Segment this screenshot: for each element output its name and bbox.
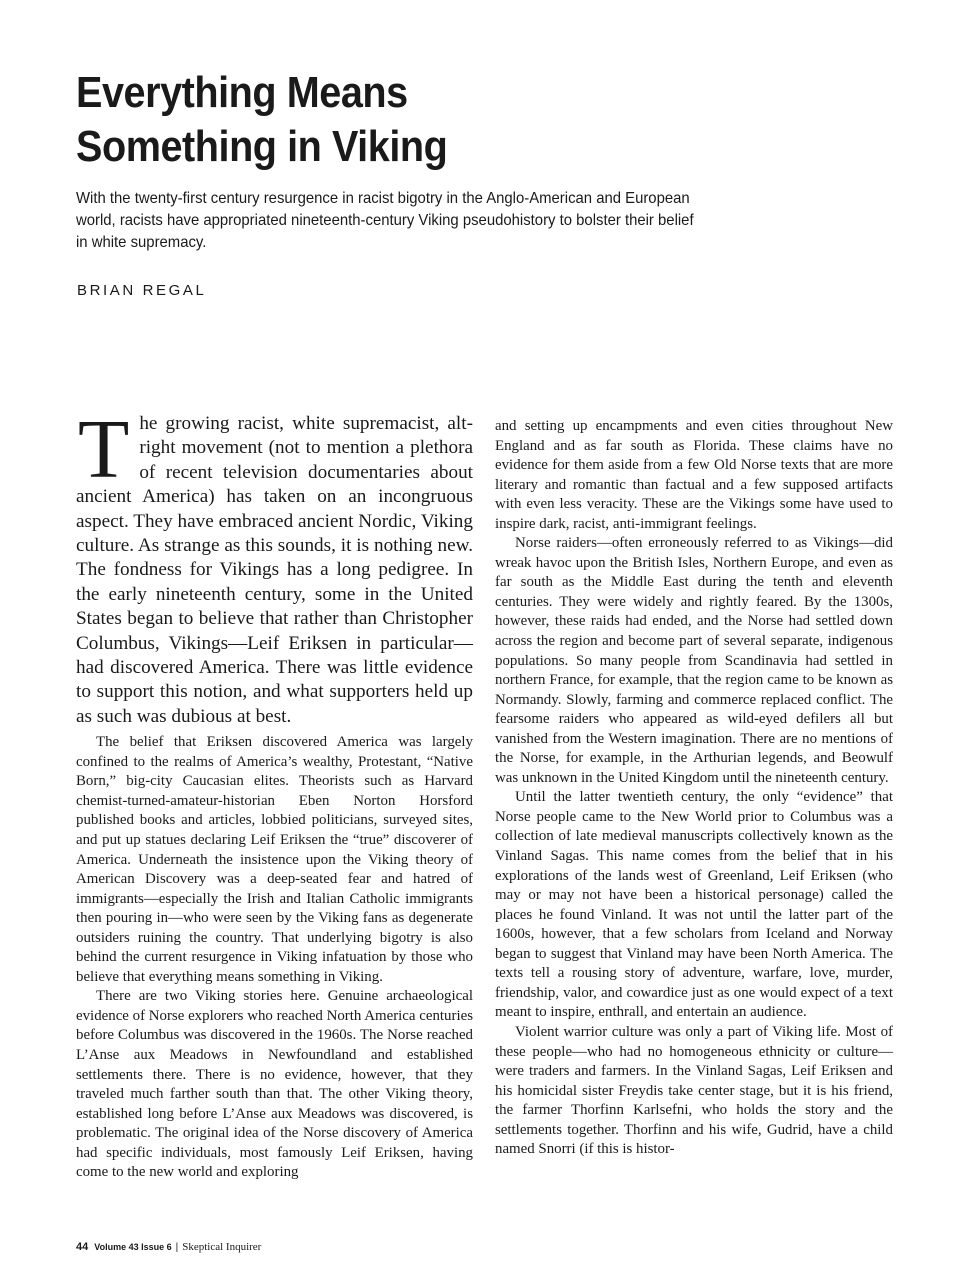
article-title-line-1: Everything Means — [76, 68, 408, 117]
lede-paragraph — [76, 403, 473, 729]
body-paragraph: Violent warrior culture was only a part of Viking life. Most of these people—who had no homogeneous ethnicity or culture—were traders and farmers. In the Vinland Sagas, Leif Eriksen and his homicidal sister Freydis take center stage, but it is his friend, the farmer Thorfinn Karlsefni, who holds the story and the settlements together. Thorfinn and his wife, Gudrid, have a child named Snorri (if this is histor- — [495, 1023, 893, 1158]
footer-separator: | — [175, 1242, 179, 1253]
article-title-line-2: Something in Viking — [76, 122, 448, 171]
author-byline: BRIAN REGAL — [77, 282, 207, 299]
article-dek: With the twenty-first century resurgence in racist bigotry in the Anglo-American and European world, racists have appropriated nineteenth-century Viking pseudohistory to bolster their belief in white supremacy. — [76, 190, 694, 251]
article-title — [76, 66, 706, 174]
body-column-left — [76, 403, 473, 1183]
body-column-right — [495, 417, 893, 1160]
issue-label: Volume 43 Issue 6 — [94, 1242, 172, 1252]
body-paragraph: Norse raiders—often erroneously referred to as Vikings—did wreak havoc upon the British Isles, Northern Europe, and even as far south as the Middle East during the tenth and eleventh centuries. They were widely and rightly feared. By the 1300s, however, these raids had ended, and the Norse had settled down across the region and become part of several separate, indigenous populations. So many people from Scandinavia had settled in northern France, for example, that the region came to be known as Normandy. Slowly, farming and commerce replaced conflict. The fearsome raiders who appeared as wild-eyed defilers all but vanished from the Western imagination. There are no mentions of the Norse, for example, in the Arthurian legends, and Beowulf was unknown in the United Kingdom until the nineteenth century. — [495, 535, 893, 786]
lede-text: he growing racist, white supremacist, alt-right movement (not to mention a plethora of recent television documentaries about ancient America) has taken on an incongruous aspect. They have embraced ancient Nordic, Viking culture. As strange as this sounds, it is nothing new. The fondness for Vikings has a long pedigree. In the early nineteenth century, some in the United States began to believe that rather than Christopher Columbus, Vikings—Leif Eriksen in particular—had discovered America. There was little evidence to support this notion, and what supporters held up as such was dubious at best. — [76, 413, 473, 727]
page-footer — [76, 1241, 261, 1253]
drop-cap: T — [78, 403, 130, 496]
body-paragraph: There are two Viking stories here. Genuine archaeological evidence of Norse explorers who reached North America centuries before Columbus was discovered in the 1960s. The Norse reached L’Anse aux Meadows in Newfoundland and established settlements there. There is no evidence, however, that they traveled much farther south than that. The other Viking theory, established long before L’Anse aux Meadows was discovered, is problematic. The original idea of the Norse discovery of America had specific individuals, most famously Leif Eriksen, having come to the new world and exploring — [76, 988, 473, 1181]
body-paragraph: The belief that Eriksen discovered America was largely confined to the realms of America’s wealthy, Protestant, “Native Born,” big-city Caucasian elites. Theorists such as Harvard chemist-turned-amateur-historian Eben Norton Horsford published books and articles, lobbied politicians, surveyed sites, and put up statues declaring Leif Eriksen the “true” discoverer of America. Underneath the insistence upon the Viking theory of American Discovery was a deep-seated fear and hatred of immigrants—especially the Irish and Italian Catholic immigrants then pouring in—who were seen by the Viking fans as degenerate outsiders ruining the country. That underlying bigotry is also behind the current resurgence in Viking infatuation by those who believe that everything means something in Viking. — [76, 734, 473, 985]
body-paragraph: and setting up encampments and even cities throughout New England and as far south as Florida. These claims have no evidence for them aside from a few Old Norse texts that are more literary and romantic than factual and a few supposed artifacts with even less veracity. These are the Vikings some have used to inspire dark, racist, anti-immigrant feelings. — [495, 418, 893, 532]
body-paragraph: Until the latter twentieth century, the only “evidence” that Norse people came to the New World prior to Columbus was a collection of late medieval manuscripts collectively known as the Vinland Sagas. This name comes from the belief that in his explorations of the lands west of Greenland, Leif Eriksen (who may or may not have been a historical personage) called the places he found Vinland. It was not until the latter part of the 1600s, however, that a few scholars from Iceland and Norway began to suggest that Vinland may have been North America. The texts tell a rousing story of adventure, warfare, love, murder, friendship, valor, and cowardice just as one would expect of a text meant to inspire, enthrall, and entertain an audience. — [495, 789, 893, 1021]
magazine-name: Skeptical Inquirer — [182, 1241, 262, 1253]
page-number: 44 — [76, 1241, 89, 1253]
